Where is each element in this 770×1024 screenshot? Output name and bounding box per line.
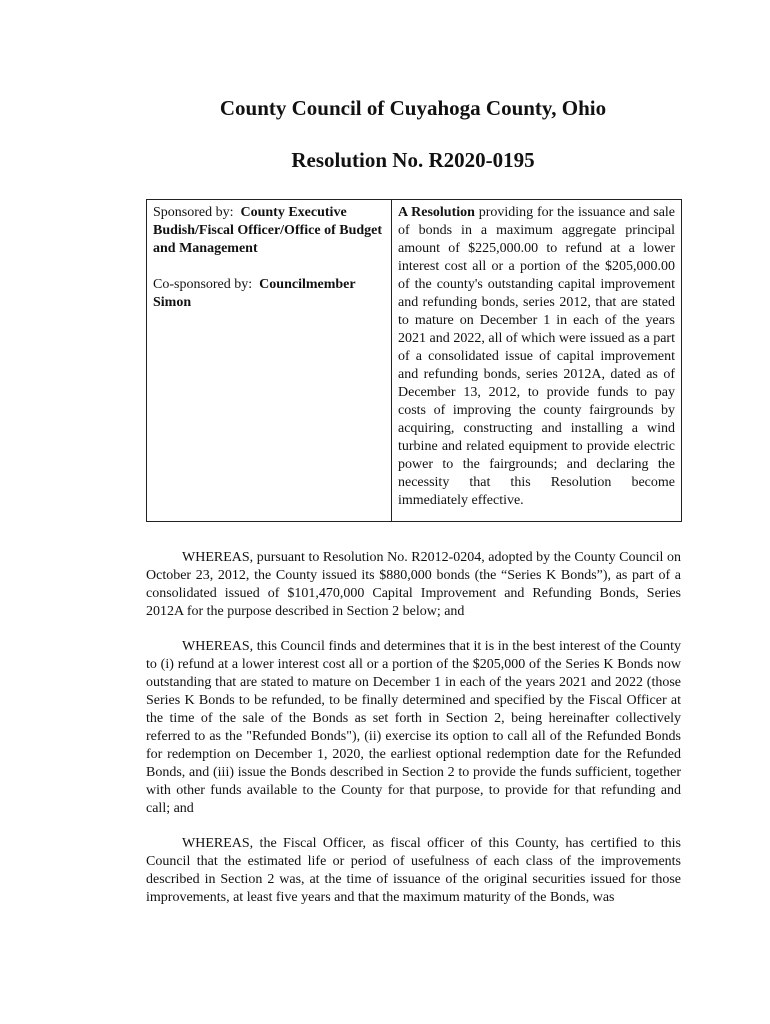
sponsored-label: Sponsored by: <box>153 205 234 220</box>
resolution-body <box>146 549 681 924</box>
whereas-paragraph-3: WHEREAS, the Fiscal Officer, as fiscal officer of this County, has certified to this Council that the estimated life or period of usefulness of each class of the improvements described in Section 2 was, at the time of issuance of the original securities issued for those improvements, at least five years and that the maximum maturity of the Bonds, was <box>146 836 681 905</box>
council-title: County Council of Cuyahoga County, Ohio <box>219 96 607 120</box>
sponsors-cell <box>147 200 392 521</box>
whereas-paragraph-2: WHEREAS, this Council finds and determines that it is in the best interest of the County to (i) refund at a lower interest cost all or a portion of the $205,000 of the Series K Bonds now outstanding that are stated to mature on December 1 in each of the years 2021 and 2022 (those Series K Bonds to be refunded, to be finally determined and specified by the Fiscal Officer at the time of the sale of the Bonds as set forth in Section 2, being hereinafter collectively referred to as the "Refunded Bonds"), (ii) exercise its option to call all of the Refunded Bonds for redemption on December 1, 2020, the earliest optional redemption date for the Refunded Bonds, and (iii) issue the Bonds described in Section 2 to provide the funds sufficient, together with other funds available to the County for that purpose, to provide for that refunding and call; and <box>146 639 681 816</box>
resolution-lead: A Resolution <box>398 205 475 220</box>
sponsored-by <box>153 204 385 258</box>
sponsored-by-value: County Executive Budish/Fiscal Officer/Office of Budget and Management <box>153 205 383 256</box>
whereas-paragraph-1: WHEREAS, pursuant to Resolution No. R2012-0204, adopted by the County Council on October 23, 2012, the County issued its $880,000 bonds (the “Series K Bonds”), as part of a consolidated issued of $101,470,000 Capital Improvement and Refunding Bonds, Series 2012A for the purpose described in Section 2 below; and <box>146 550 681 619</box>
cosponsored-by <box>153 276 385 312</box>
resolution-description: providing for the issuance and sale of bonds in a maximum aggregate principal amount of $225,000.00 to refund at a lower interest cost all or a portion of the $205,000.00 of the county's outstanding capital improvement and refunding bonds, series 2012, that are stated to mature on December 1 in each of the years 2021 and 2022, all of which were issued as a part of a consolidated issue of capital improvement and refunding bonds, series 2012A, dated as of December 13, 2012, to provide funds to pay costs of improving the county fairgrounds by acquiring, constructing and installing a wind turbine and related equipment to provide electric power to the fairgrounds; and declaring the necessity that this Resolution become immediately effective. <box>398 205 676 508</box>
resolution-number: Resolution No. R2020-0195 <box>291 148 535 172</box>
resolution-summary-table <box>146 199 682 522</box>
cosponsored-by-value: Councilmember Simon <box>153 277 356 310</box>
resolution-description-cell <box>392 200 681 521</box>
cosponsored-label: Co-sponsored by: <box>153 277 253 292</box>
